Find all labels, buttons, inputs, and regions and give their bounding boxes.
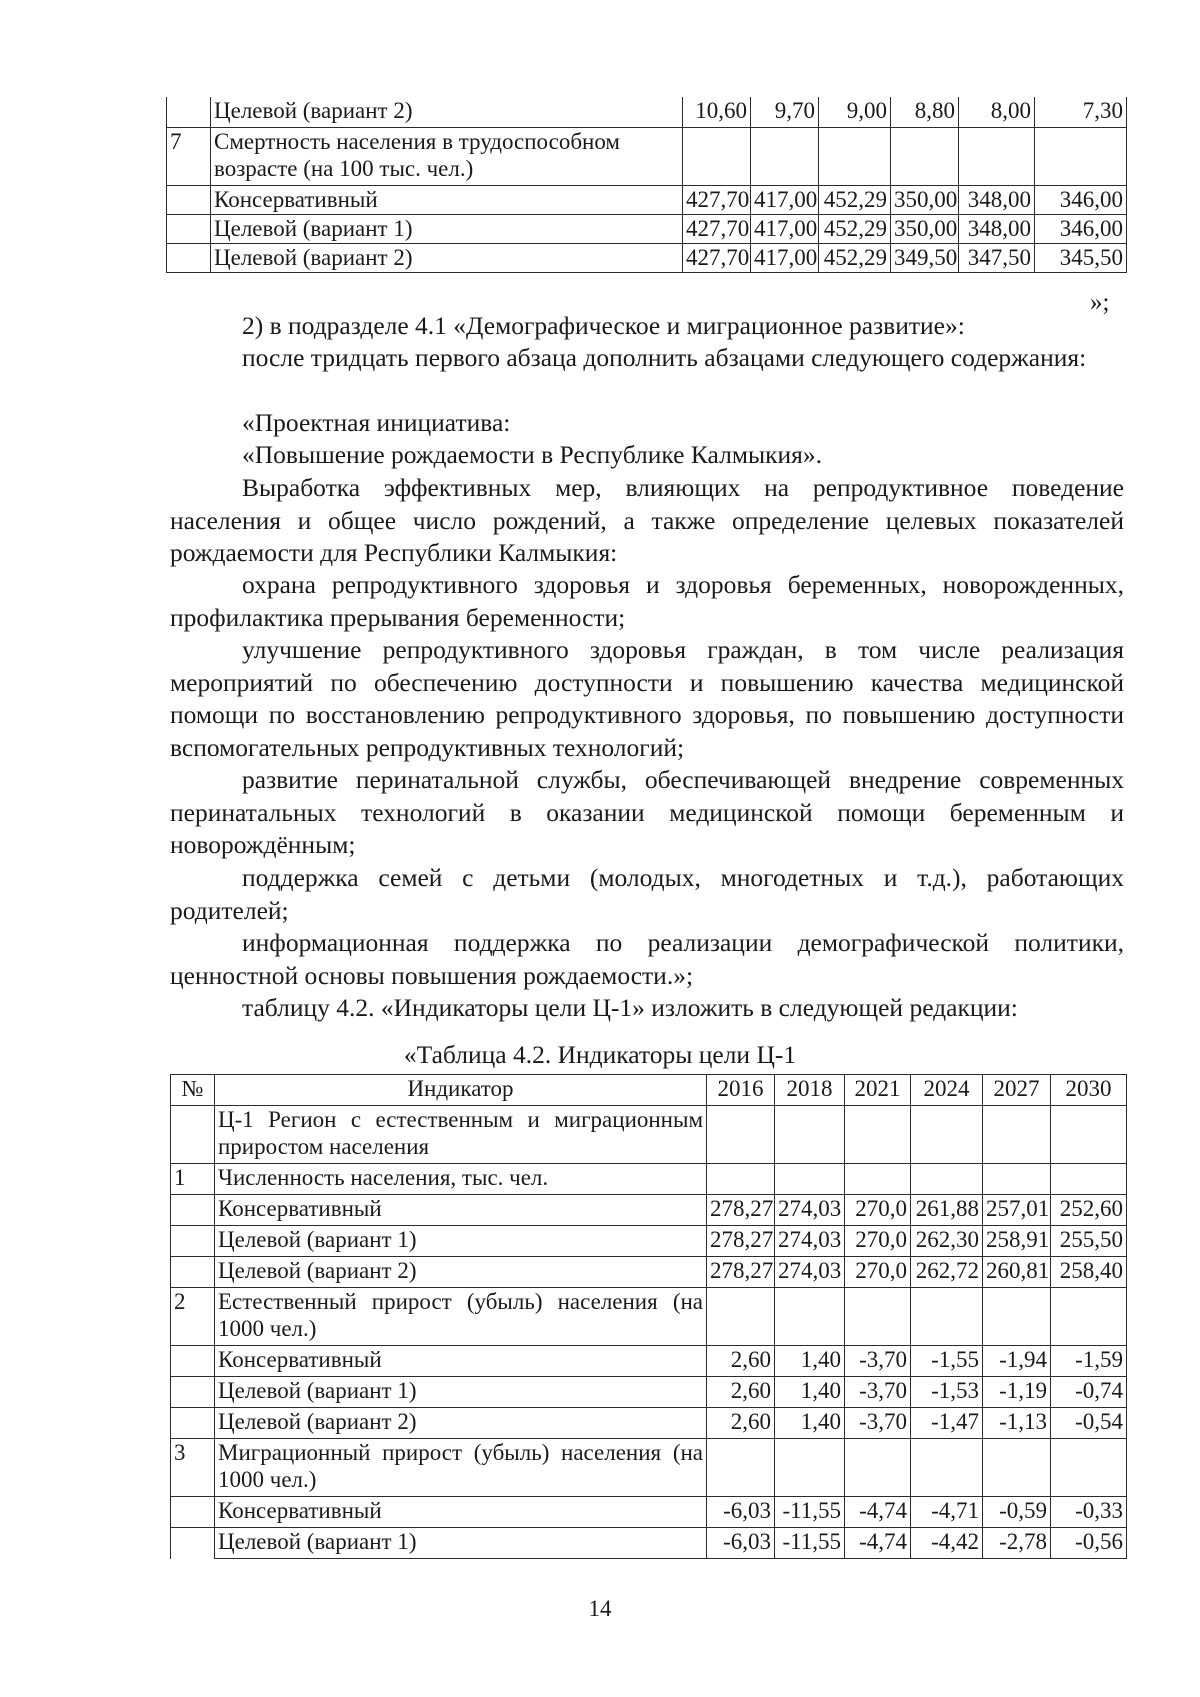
indicator-name: Целевой (вариант 1) xyxy=(215,1377,707,1408)
value-cell xyxy=(1051,1439,1127,1497)
value-cell xyxy=(707,1106,775,1164)
indicator-name: Численность населения, тыс. чел. xyxy=(215,1164,707,1195)
indicator-name: Целевой (вариант 2) xyxy=(215,1257,707,1288)
value-cell: 252,60 xyxy=(1051,1195,1127,1226)
header-year: 2018 xyxy=(775,1075,845,1106)
value-cell: 262,30 xyxy=(911,1226,983,1257)
value-cell: 1,40 xyxy=(775,1377,845,1408)
value-cell: -0,33 xyxy=(1051,1497,1127,1528)
indicator-name: Консервативный xyxy=(215,1195,707,1226)
value-cell: 346,00 xyxy=(1035,185,1127,214)
value-cell xyxy=(911,1439,983,1497)
value-cell: 2,60 xyxy=(707,1346,775,1377)
table-caption: «Таблица 4.2. Индикаторы цели Ц-1 xyxy=(403,1040,797,1069)
value-cell: 274,03 xyxy=(775,1195,845,1226)
table-row xyxy=(171,1195,1127,1226)
closing-quote: »; xyxy=(1090,289,1110,316)
row-number xyxy=(171,1257,215,1288)
table-row xyxy=(167,243,1127,272)
indicator-name: Целевой (вариант 1) xyxy=(211,214,683,243)
header-year: 2021 xyxy=(845,1075,911,1106)
indicator-name: Миграционный прирост (убыль) населения (на 1000 чел.) xyxy=(215,1439,707,1497)
value-cell xyxy=(983,1164,1051,1195)
page-number: 14 xyxy=(588,1596,612,1621)
value-cell xyxy=(775,1288,845,1346)
table-row xyxy=(171,1164,1127,1195)
paragraph: улучшение репродуктивного здоровья граждан, в том числе реализация мероприятий по обеспечению доступности и повышению качества медицинской помощи по восстановлению репродуктивного здоровья, по повышению доступности вспомогательных репродуктивных технологий; xyxy=(170,635,1124,762)
value-cell: 417,00 xyxy=(751,243,819,272)
row-number xyxy=(171,1195,215,1226)
value-cell: 452,29 xyxy=(819,185,891,214)
value-cell xyxy=(911,1164,983,1195)
value-cell: 10,60 xyxy=(683,97,751,127)
value-cell: -6,03 xyxy=(707,1497,775,1528)
table-row xyxy=(171,1257,1127,1288)
table-row xyxy=(167,127,1127,185)
value-cell: 274,03 xyxy=(775,1226,845,1257)
value-cell xyxy=(819,127,891,185)
value-cell: 452,29 xyxy=(819,214,891,243)
row-number xyxy=(171,1408,215,1439)
row-number xyxy=(167,185,211,214)
value-cell xyxy=(775,1439,845,1497)
indicator-name: Целевой (вариант 2) xyxy=(211,97,683,127)
table-row xyxy=(167,185,1127,214)
paragraph: охрана репродуктивного здоровья и здоровья беременных, новорожденных, профилактика прерывания беременности; xyxy=(170,570,1124,632)
table-row xyxy=(171,1226,1127,1257)
value-cell: 349,50 xyxy=(891,243,959,272)
row-number xyxy=(171,1346,215,1377)
value-cell: -0,59 xyxy=(983,1497,1051,1528)
header-number: № xyxy=(171,1075,215,1106)
header-year: 2016 xyxy=(707,1075,775,1106)
row-number xyxy=(171,1497,215,1528)
value-cell xyxy=(891,127,959,185)
row-number: 3 xyxy=(171,1439,215,1497)
value-cell: -1,59 xyxy=(1051,1346,1127,1377)
table-row xyxy=(167,214,1127,243)
row-number xyxy=(167,214,211,243)
indicator-name: Консервативный xyxy=(211,185,683,214)
value-cell xyxy=(983,1106,1051,1164)
value-cell xyxy=(775,1106,845,1164)
table-row xyxy=(171,1497,1127,1528)
row-number xyxy=(171,1377,215,1408)
value-cell: -1,47 xyxy=(911,1408,983,1439)
value-cell xyxy=(845,1106,911,1164)
value-cell: 260,81 xyxy=(983,1257,1051,1288)
value-cell xyxy=(1051,1164,1127,1195)
value-cell: 8,00 xyxy=(959,97,1035,127)
value-cell: -3,70 xyxy=(845,1408,911,1439)
indicator-name: Целевой (вариант 2) xyxy=(215,1408,707,1439)
value-cell: 262,72 xyxy=(911,1257,983,1288)
value-cell: 427,70 xyxy=(683,214,751,243)
value-cell: -0,74 xyxy=(1051,1377,1127,1408)
value-cell: -1,13 xyxy=(983,1408,1051,1439)
value-cell: 7,30 xyxy=(1035,97,1127,127)
header-year: 2024 xyxy=(911,1075,983,1106)
value-cell xyxy=(1035,127,1127,185)
indicator-name: Целевой (вариант 1) xyxy=(215,1226,707,1257)
value-cell: 257,01 xyxy=(983,1195,1051,1226)
value-cell: -4,42 xyxy=(911,1528,983,1559)
value-cell: 348,00 xyxy=(959,214,1035,243)
value-cell xyxy=(845,1439,911,1497)
value-cell xyxy=(983,1439,1051,1497)
value-cell: 2,60 xyxy=(707,1408,775,1439)
value-cell: -0,54 xyxy=(1051,1408,1127,1439)
value-cell: 270,0 xyxy=(845,1195,911,1226)
value-cell: 261,88 xyxy=(911,1195,983,1226)
value-cell: 417,00 xyxy=(751,185,819,214)
value-cell: 8,80 xyxy=(891,97,959,127)
value-cell xyxy=(775,1164,845,1195)
row-number xyxy=(167,97,211,127)
value-cell: -11,55 xyxy=(775,1528,845,1559)
table-row xyxy=(171,1346,1127,1377)
indicators-table-continued xyxy=(166,97,1127,273)
value-cell: 9,00 xyxy=(819,97,891,127)
value-cell xyxy=(683,127,751,185)
value-cell: 1,40 xyxy=(775,1408,845,1439)
value-cell: 278,27 xyxy=(707,1257,775,1288)
value-cell: 346,00 xyxy=(1035,214,1127,243)
indicator-name: Естественный прирост (убыль) населения (на 1000 чел.) xyxy=(215,1288,707,1346)
value-cell xyxy=(1051,1106,1127,1164)
value-cell: 278,27 xyxy=(707,1195,775,1226)
value-cell: 255,50 xyxy=(1051,1226,1127,1257)
table-header-row xyxy=(171,1075,1127,1106)
value-cell: 417,00 xyxy=(751,214,819,243)
paragraph: «Повышение рождаемости в Республике Калмыкия». xyxy=(242,440,822,469)
value-cell xyxy=(911,1288,983,1346)
table-row xyxy=(171,1528,1127,1559)
row-number: 2 xyxy=(171,1288,215,1346)
paragraph: информационная поддержка по реализации демографической политики, ценностной основы повышения рождаемости.»; xyxy=(170,928,1124,990)
value-cell: 345,50 xyxy=(1035,243,1127,272)
indicator-name: Целевой (вариант 1) xyxy=(215,1528,707,1559)
indicator-name: Консервативный xyxy=(215,1497,707,1528)
row-number xyxy=(171,1226,215,1257)
value-cell xyxy=(1051,1288,1127,1346)
value-cell: 258,40 xyxy=(1051,1257,1127,1288)
value-cell: 274,03 xyxy=(775,1257,845,1288)
header-year: 2030 xyxy=(1051,1075,1127,1106)
table-row xyxy=(167,97,1127,127)
table-row xyxy=(171,1288,1127,1346)
value-cell xyxy=(983,1288,1051,1346)
paragraph: Выработка эффективных мер, влияющих на репродуктивное поведение населения и общее число рождений, а также определение целевых показателей рождаемости для Республики Калмыкия: xyxy=(170,473,1124,567)
value-cell: -2,78 xyxy=(983,1528,1051,1559)
value-cell: 452,29 xyxy=(819,243,891,272)
value-cell: 1,40 xyxy=(775,1346,845,1377)
indicators-table-4-2 xyxy=(170,1074,1127,1559)
value-cell: -4,74 xyxy=(845,1528,911,1559)
value-cell xyxy=(707,1439,775,1497)
value-cell: 258,91 xyxy=(983,1226,1051,1257)
value-cell xyxy=(707,1288,775,1346)
indicator-name: Целевой (вариант 2) xyxy=(211,243,683,272)
value-cell: 9,70 xyxy=(751,97,819,127)
value-cell: -1,94 xyxy=(983,1346,1051,1377)
table-row xyxy=(171,1106,1127,1164)
row-number xyxy=(171,1106,215,1164)
value-cell xyxy=(845,1288,911,1346)
value-cell: -4,74 xyxy=(845,1497,911,1528)
row-number: 7 xyxy=(167,127,211,185)
header-year: 2027 xyxy=(983,1075,1051,1106)
value-cell: -6,03 xyxy=(707,1528,775,1559)
value-cell xyxy=(845,1164,911,1195)
indicator-name: Смертность населения в трудоспособном возрасте (на 100 тыс. чел.) xyxy=(211,127,683,185)
value-cell: -3,70 xyxy=(845,1346,911,1377)
value-cell: -3,70 xyxy=(845,1377,911,1408)
value-cell xyxy=(911,1106,983,1164)
row-number xyxy=(171,1528,215,1559)
value-cell xyxy=(959,127,1035,185)
indicator-name: Ц-1 Регион с естественным и миграционным приростом населения xyxy=(215,1106,707,1164)
value-cell: 2,60 xyxy=(707,1377,775,1408)
paragraph: поддержка семей с детьми (молодых, многодетных и т.д.), работающих родителей; xyxy=(170,863,1124,925)
table-row xyxy=(171,1377,1127,1408)
value-cell xyxy=(751,127,819,185)
paragraph: после тридцать первого абзаца дополнить абзацами следующего содержания: xyxy=(242,343,1087,372)
value-cell: 350,00 xyxy=(891,185,959,214)
value-cell: 270,0 xyxy=(845,1226,911,1257)
value-cell: 427,70 xyxy=(683,243,751,272)
paragraph: «Проектная инициатива: xyxy=(242,408,511,437)
value-cell: -1,19 xyxy=(983,1377,1051,1408)
indicator-name: Консервативный xyxy=(215,1346,707,1377)
value-cell: 348,00 xyxy=(959,185,1035,214)
value-cell: -11,55 xyxy=(775,1497,845,1528)
value-cell: 350,00 xyxy=(891,214,959,243)
paragraph: таблицу 4.2. «Индикаторы цели Ц-1» изложить в следующей редакции: xyxy=(242,993,1018,1022)
value-cell: 270,0 xyxy=(845,1257,911,1288)
table-row xyxy=(171,1439,1127,1497)
value-cell xyxy=(707,1164,775,1195)
value-cell: 347,50 xyxy=(959,243,1035,272)
value-cell: -4,71 xyxy=(911,1497,983,1528)
row-number: 1 xyxy=(171,1164,215,1195)
paragraph: развитие перинатальной службы, обеспечивающей внедрение современных перинатальных технологий в оказании медицинской помощи беременным и новорождённым; xyxy=(170,765,1124,859)
header-indicator: Индикатор xyxy=(215,1075,707,1106)
value-cell: -1,53 xyxy=(911,1377,983,1408)
value-cell: 278,27 xyxy=(707,1226,775,1257)
table-row xyxy=(171,1408,1127,1439)
row-number xyxy=(167,243,211,272)
value-cell: 427,70 xyxy=(683,185,751,214)
value-cell: -1,55 xyxy=(911,1346,983,1377)
paragraph: 2) в подразделе 4.1 «Демографическое и миграционное развитие»: xyxy=(242,311,965,340)
value-cell: -0,56 xyxy=(1051,1528,1127,1559)
